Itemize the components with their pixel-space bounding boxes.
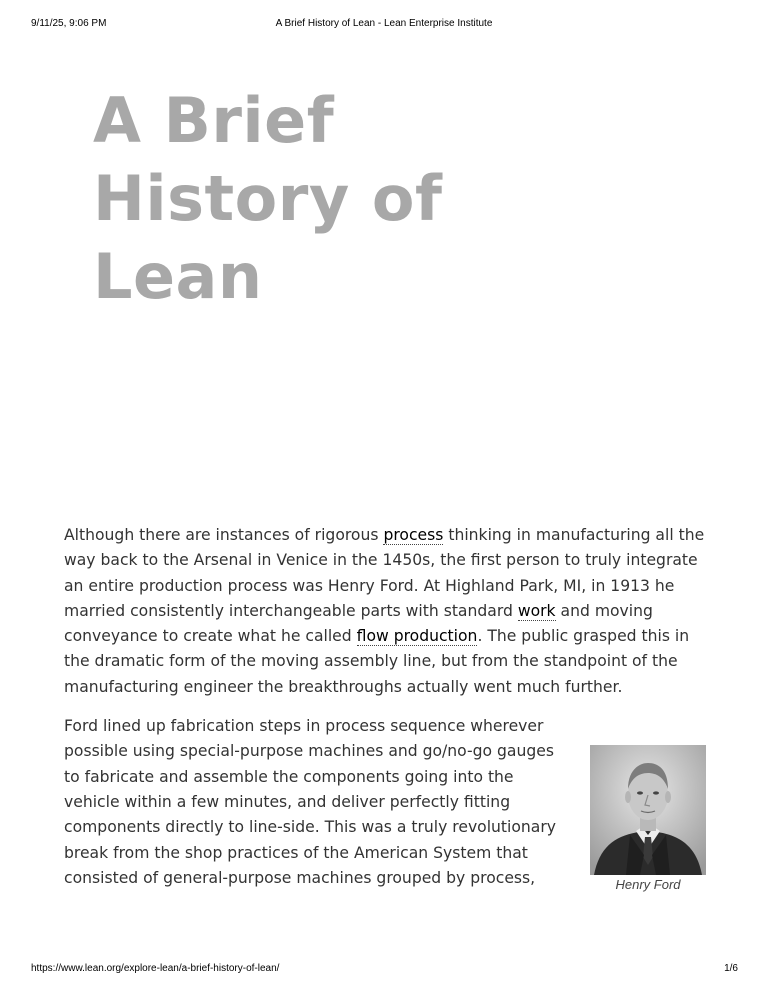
- glossary-link-process[interactable]: process: [383, 526, 444, 544]
- henry-ford-figure: [590, 745, 706, 892]
- paragraph-intro: [64, 523, 708, 700]
- paragraph-text: thinking in manufacturing all the way back to the Arsenal in Venice in the 1450s, the first person to truly integrate an entire production process was Henry Ford. At Highland Park, MI, in 1913 he married consistently interchangeable parts with standard: [64, 526, 705, 620]
- photo-caption: Henry Ford: [615, 877, 681, 892]
- print-page-title: A Brief History of Lean - Lean Enterprise Institute: [275, 18, 493, 29]
- henry-ford-photo: [590, 745, 706, 875]
- paragraph-text: Although there are instances of rigorous: [64, 526, 384, 544]
- print-page-number: 1/6: [724, 963, 738, 974]
- print-header: [0, 0, 768, 40]
- print-url: https://www.lean.org/explore-lean/a-brief-history-of-lean/: [31, 963, 280, 974]
- paragraph-text: and moving conveyance to create what he called: [64, 601, 653, 646]
- print-footer: [0, 960, 768, 980]
- article-title: A Brief History of Lean: [93, 84, 443, 313]
- paragraph-text: . The public grasped this in the dramatic form of the moving assembly line, but from the standpoint of the manufacturing engineer the breakthroughs actually went much further.: [64, 627, 690, 696]
- paragraph-ford-fabrication: Ford lined up fabrication steps in process sequence wherever possible using special-purpose machines and go/no-go gauges to fabricate and assemble the components going into the vehicle within a few minutes, and deliver perfectly fitting components directly to line-side. This was a truly revolutionary break from the shop practices of the American System that consisted of general-purpose machines grouped by process,: [64, 717, 557, 887]
- glossary-link-work[interactable]: work: [517, 601, 556, 620]
- glossary-link-flow-production[interactable]: flow production: [356, 627, 478, 646]
- print-datetime: 9/11/25, 9:06 PM: [31, 18, 107, 29]
